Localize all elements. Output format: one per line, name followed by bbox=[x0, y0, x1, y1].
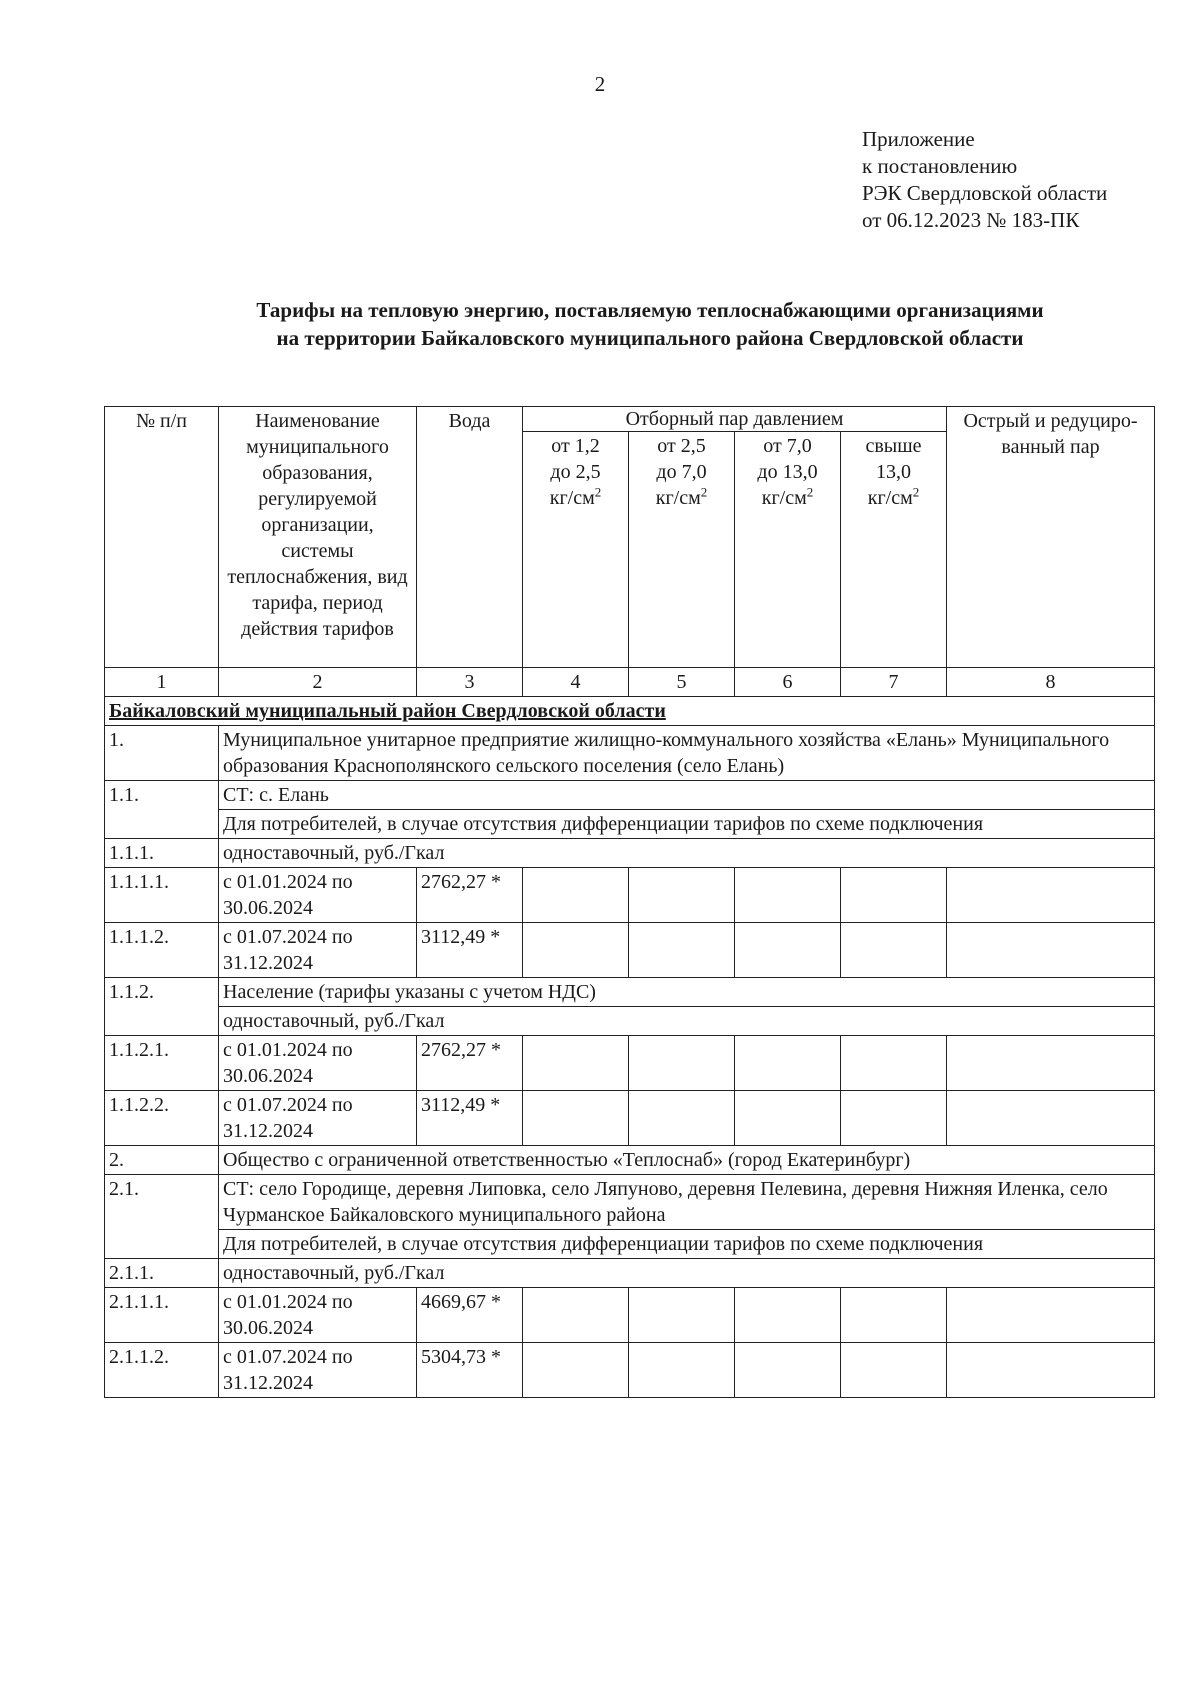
row-num: 2.1.1. bbox=[105, 1259, 219, 1288]
header-name: Наименование муниципального образования, регулируемой организации, системы теплоснабжения, вид тарифа, период действия тарифов bbox=[219, 407, 417, 668]
table-row bbox=[105, 1007, 1155, 1036]
tariff-row bbox=[105, 1288, 1155, 1343]
header-sharp-steam: Острый и редуциро-ванный пар bbox=[947, 407, 1155, 668]
table-row bbox=[105, 1146, 1155, 1175]
row-num: 1.1. bbox=[105, 781, 219, 839]
water-tariff-value: 2762,27 * bbox=[417, 1036, 523, 1091]
row-text: одноставочный, руб./Гкал bbox=[219, 1007, 1155, 1036]
empty-cell bbox=[523, 1288, 629, 1343]
header-col5 bbox=[629, 432, 735, 668]
empty-cell bbox=[841, 923, 947, 978]
row-period: с 01.07.2024 по 31.12.2024 bbox=[219, 1091, 417, 1146]
column-number-row bbox=[105, 668, 1155, 697]
water-tariff-value: 3112,49 * bbox=[417, 923, 523, 978]
row-text: СТ: село Городище, деревня Липовка, село Ляпуново, деревня Пелевина, деревня Нижняя Иленка, село Чурманское Байкаловского муниципального района bbox=[219, 1175, 1155, 1230]
tariff-row bbox=[105, 868, 1155, 923]
table-row bbox=[105, 978, 1155, 1007]
row-num: 1.1.2. bbox=[105, 978, 219, 1036]
row-period: с 01.07.2024 по 31.12.2024 bbox=[219, 1343, 417, 1398]
empty-cell bbox=[947, 1343, 1155, 1398]
header-col7-to: 13,0 bbox=[876, 461, 911, 483]
empty-cell bbox=[841, 1288, 947, 1343]
empty-cell bbox=[841, 1091, 947, 1146]
water-tariff-value: 5304,73 * bbox=[417, 1343, 523, 1398]
row-num: 1.1.1.2. bbox=[105, 923, 219, 978]
header-col4-to: до 2,5 bbox=[550, 461, 601, 483]
empty-cell bbox=[629, 868, 735, 923]
empty-cell bbox=[629, 1288, 735, 1343]
row-text: Население (тарифы указаны с учетом НДС) bbox=[219, 978, 1155, 1007]
page-number: 2 bbox=[594, 72, 606, 96]
water-tariff-value: 2762,27 * bbox=[417, 868, 523, 923]
row-period: с 01.01.2024 по 30.06.2024 bbox=[219, 1036, 417, 1091]
appendix-line: к постановлению bbox=[862, 154, 1018, 178]
header-col6-to: до 13,0 bbox=[757, 461, 818, 483]
row-period: с 01.01.2024 по 30.06.2024 bbox=[219, 868, 417, 923]
header-col5-to: до 7,0 bbox=[656, 461, 707, 483]
header-steam-group: Отборный пар давлением bbox=[523, 407, 947, 432]
empty-cell bbox=[735, 923, 841, 978]
row-text: Для потребителей, в случае отсутствия дифференциации тарифов по схеме подключения bbox=[219, 1230, 1155, 1259]
row-text: одноставочный, руб./Гкал bbox=[219, 1259, 1155, 1288]
empty-cell bbox=[629, 1091, 735, 1146]
header-col7 bbox=[841, 432, 947, 668]
header-col5-unit: $кг/см^2$ bbox=[655, 484, 708, 509]
table-row bbox=[105, 810, 1155, 839]
row-num: 1.1.1. bbox=[105, 839, 219, 868]
section-row bbox=[105, 697, 1155, 726]
column-number: 8 bbox=[947, 668, 1155, 697]
tariff-row bbox=[105, 1091, 1155, 1146]
empty-cell bbox=[947, 1036, 1155, 1091]
header-col7-from: свыше bbox=[865, 435, 922, 457]
empty-cell bbox=[735, 868, 841, 923]
header-col6-from: от 7,0 bbox=[763, 435, 812, 457]
document-title bbox=[120, 296, 1180, 352]
table-row bbox=[105, 781, 1155, 810]
row-text: СТ: с. Елань bbox=[219, 781, 1155, 810]
empty-cell bbox=[947, 868, 1155, 923]
empty-cell bbox=[841, 1343, 947, 1398]
title-line: Тарифы на тепловую энергию, поставляемую теплоснабжающими организациями bbox=[256, 298, 1044, 322]
water-tariff-value: 3112,49 * bbox=[417, 1091, 523, 1146]
row-num: 1.1.2.2. bbox=[105, 1091, 219, 1146]
section-title: Байкаловский муниципальный район Свердловской области bbox=[105, 697, 1155, 726]
row-text: Общество с ограниченной ответственностью «Теплоснаб» (город Екатеринбург) bbox=[219, 1146, 1155, 1175]
header-col6-unit: $кг/см^2$ bbox=[761, 484, 814, 509]
empty-cell bbox=[735, 1288, 841, 1343]
header-row bbox=[105, 407, 1155, 432]
appendix-line: Приложение bbox=[862, 127, 975, 151]
empty-cell bbox=[523, 1036, 629, 1091]
appendix-block bbox=[862, 126, 1107, 234]
column-number: 7 bbox=[841, 668, 947, 697]
tariff-table bbox=[104, 406, 1155, 1398]
title-line: на территории Байкаловского муниципального района Свердловской области bbox=[276, 326, 1024, 350]
table-row bbox=[105, 726, 1155, 781]
empty-cell bbox=[629, 1036, 735, 1091]
empty-cell bbox=[523, 923, 629, 978]
appendix-line: РЭК Свердловской области bbox=[862, 181, 1108, 205]
header-num: № п/п bbox=[105, 407, 219, 668]
appendix-line: от 06.12.2023 № 183-ПК bbox=[862, 208, 1080, 232]
empty-cell bbox=[947, 1091, 1155, 1146]
empty-cell bbox=[629, 1343, 735, 1398]
column-number: 6 bbox=[735, 668, 841, 697]
header-col6 bbox=[735, 432, 841, 668]
header-col4-unit: $кг/см^2$ bbox=[549, 484, 602, 509]
row-text: Для потребителей, в случае отсутствия дифференциации тарифов по схеме подключения bbox=[219, 810, 1155, 839]
empty-cell bbox=[523, 868, 629, 923]
column-number: 1 bbox=[105, 668, 219, 697]
table-row bbox=[105, 1230, 1155, 1259]
header-water: Вода bbox=[417, 407, 523, 668]
empty-cell bbox=[947, 923, 1155, 978]
empty-cell bbox=[629, 923, 735, 978]
row-num: 1.1.1.1. bbox=[105, 868, 219, 923]
row-num: 2. bbox=[105, 1146, 219, 1175]
row-text: одноставочный, руб./Гкал bbox=[219, 839, 1155, 868]
empty-cell bbox=[523, 1091, 629, 1146]
row-period: с 01.07.2024 по 31.12.2024 bbox=[219, 923, 417, 978]
water-tariff-value: 4669,67 * bbox=[417, 1288, 523, 1343]
table-row bbox=[105, 1259, 1155, 1288]
tariff-row bbox=[105, 923, 1155, 978]
column-number: 5 bbox=[629, 668, 735, 697]
empty-cell bbox=[947, 1288, 1155, 1343]
empty-cell bbox=[841, 1036, 947, 1091]
header-col4 bbox=[523, 432, 629, 668]
header-col4-from: от 1,2 bbox=[551, 435, 600, 457]
table-row bbox=[105, 839, 1155, 868]
tariff-row bbox=[105, 1343, 1155, 1398]
row-num: 1.1.2.1. bbox=[105, 1036, 219, 1091]
column-number: 4 bbox=[523, 668, 629, 697]
table-row bbox=[105, 1175, 1155, 1230]
empty-cell bbox=[523, 1343, 629, 1398]
row-period: с 01.01.2024 по 30.06.2024 bbox=[219, 1288, 417, 1343]
column-number: 2 bbox=[219, 668, 417, 697]
row-num: 2.1.1.2. bbox=[105, 1343, 219, 1398]
header-col5-from: от 2,5 bbox=[657, 435, 706, 457]
empty-cell bbox=[735, 1036, 841, 1091]
header-col7-unit: $кг/см^2$ bbox=[867, 484, 920, 509]
empty-cell bbox=[841, 868, 947, 923]
row-num: 2.1.1.1. bbox=[105, 1288, 219, 1343]
empty-cell bbox=[735, 1343, 841, 1398]
row-num: 2.1. bbox=[105, 1175, 219, 1259]
column-number: 3 bbox=[417, 668, 523, 697]
row-num: 1. bbox=[105, 726, 219, 781]
row-text: Муниципальное унитарное предприятие жилищно-коммунального хозяйства «Елань» Муниципального образования Краснополянского сельского поселения (село Елань) bbox=[219, 726, 1155, 781]
tariff-row bbox=[105, 1036, 1155, 1091]
empty-cell bbox=[735, 1091, 841, 1146]
